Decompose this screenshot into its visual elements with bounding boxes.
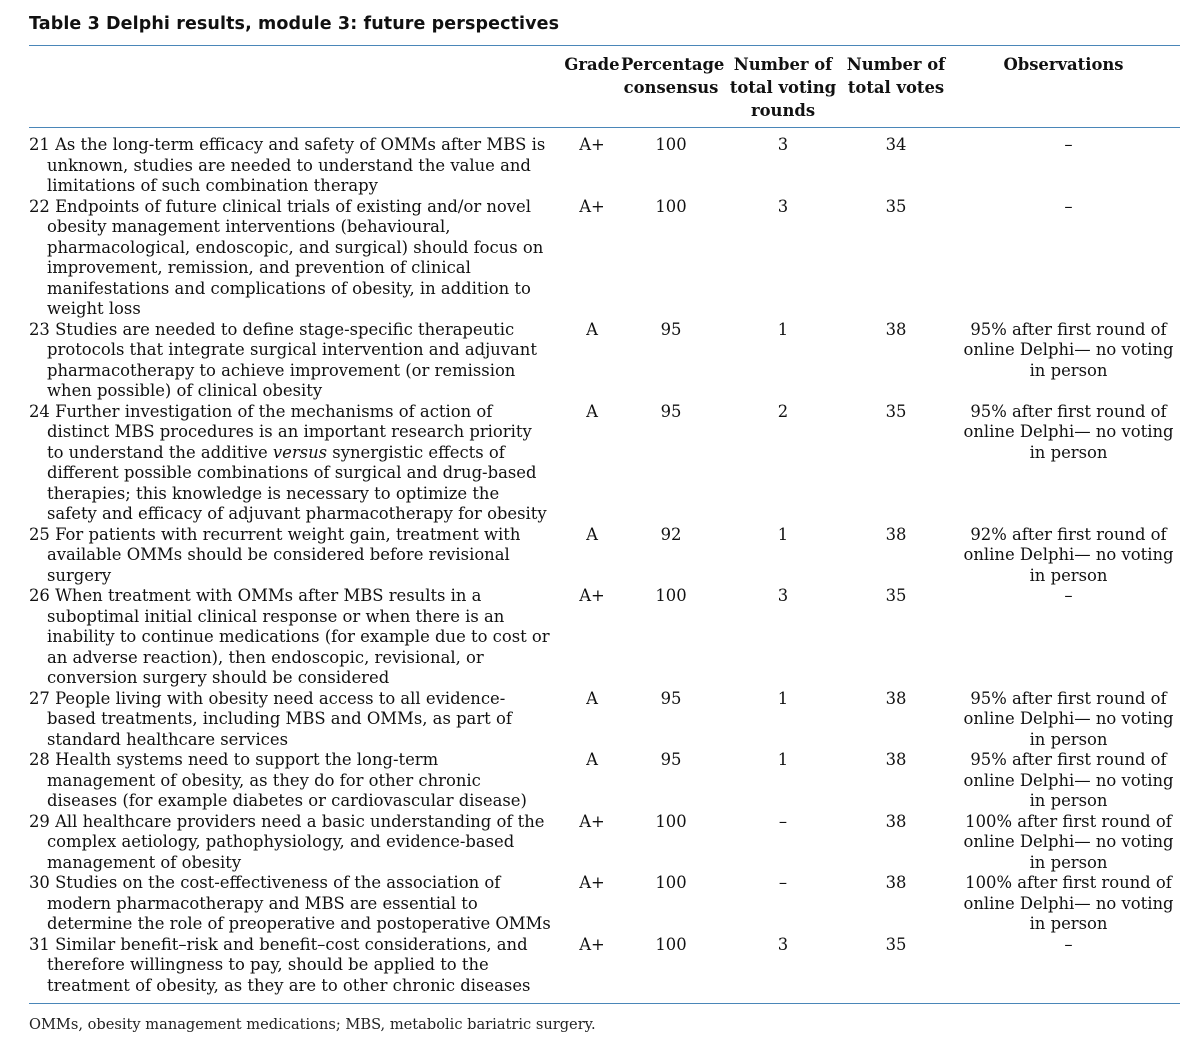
- rounds-cell: 1: [777, 688, 789, 708]
- header-grade: Grade: [564, 55, 620, 74]
- grade-cell: A: [586, 401, 598, 421]
- statement-cell: 30 Studies on the cost-effectiveness of the association of modern pharmacotherapy and MBS are essential to determine the role of preoperative and postoperative OMMs: [29, 873, 551, 933]
- percentage-cell: 100: [655, 934, 687, 954]
- table-row: [29, 689, 1180, 751]
- table-row: [29, 935, 1180, 997]
- statement-cell: 25 For patients with recurrent weight gain, treatment with available OMMs should be considered before revisional surgery: [29, 524, 521, 585]
- votes-cell: 35: [885, 934, 907, 954]
- table-row: [29, 525, 1180, 587]
- votes-cell: 38: [885, 319, 907, 339]
- percentage-cell: 100: [655, 196, 687, 216]
- table-row: [29, 127, 1180, 197]
- table-row: [29, 873, 1180, 935]
- rounds-cell: 1: [777, 750, 789, 769]
- percentage-cell: 100: [655, 873, 687, 892]
- votes-cell: 35: [885, 586, 907, 605]
- observations-cell: 95% after first round of online Delphi— no voting in person: [963, 750, 1174, 810]
- grade-cell: A+: [579, 934, 605, 954]
- statement-cell: 24 Further investigation of the mechanisms of action of distinct MBS procedures is an important research priority to understand the additive versus synergistic effects of different possible combinations of surgical and drug-based therapies; this knowledge is necessary to optimize the safety and efficacy of adjuvant pharmacotherapy for obesity: [29, 401, 547, 523]
- rounds-cell: 1: [777, 524, 789, 544]
- percentage-cell: 100: [655, 586, 687, 605]
- percentage-cell: 95: [660, 319, 682, 339]
- header-observations: Observations: [1003, 55, 1124, 74]
- observations-cell: 100% after first round of online Delphi— no voting in person: [963, 811, 1174, 872]
- rounds-cell: 3: [777, 135, 789, 154]
- table-header-row: [29, 47, 1180, 127]
- statement-cell: 22 Endpoints of future clinical trials of existing and/or novel obesity management interventions (behavioural, pharmacological, endoscopic, and surgical) should focus on improvement, remission, and prevention of clinical manifestations and complications of obesity, in addition to weight loss: [29, 196, 544, 318]
- rounds-cell: 1: [777, 319, 789, 339]
- grade-cell: A+: [579, 811, 605, 831]
- observations-cell: 95% after first round of online Delphi— no voting in person: [963, 688, 1174, 749]
- observations-cell: 100% after first round of online Delphi— no voting in person: [963, 873, 1174, 933]
- votes-cell: 38: [885, 750, 907, 769]
- observations-cell: –: [1064, 196, 1073, 216]
- header-votes: Number of total votes: [846, 55, 946, 97]
- table-footnote: OMMs, obesity management medications; MBS, metabolic bariatric surgery.: [29, 1016, 596, 1033]
- bottom-rule: [29, 1003, 1180, 1004]
- statement-cell: 31 Similar benefit–risk and benefit–cost considerations, and therefore willingness to pay, should be applied to the treatment of obesity, as they are to other chronic diseases: [29, 934, 531, 995]
- observations-cell: –: [1064, 586, 1073, 605]
- votes-cell: 35: [885, 401, 907, 421]
- statement-cell: 29 All healthcare providers need a basic understanding of the complex aetiology, pathophysiology, and evidence-based management of obesity: [29, 811, 545, 872]
- rounds-cell: 2: [777, 401, 789, 421]
- grade-cell: A: [586, 524, 598, 544]
- rounds-cell: 3: [777, 196, 789, 216]
- statement-cell: 28 Health systems need to support the long-term management of obesity, as they do for other chronic diseases (for example diabetes or cardiovascular disease): [29, 750, 527, 810]
- votes-cell: 38: [885, 688, 907, 708]
- observations-cell: 95% after first round of online Delphi— no voting in person: [963, 319, 1174, 380]
- statement-cell: 23 Studies are needed to define stage-specific therapeutic protocols that integrate surgical intervention and adjuvant pharmacotherapy to achieve improvement (or remission when possible) of clinical obesity: [29, 319, 537, 400]
- rounds-cell: –: [778, 873, 788, 892]
- header-percentage: Percentage consensus: [621, 55, 725, 97]
- table-title: Table 3 Delphi results, module 3: future perspectives: [29, 14, 560, 34]
- table-row: [29, 586, 1180, 689]
- observations-cell: 92% after first round of online Delphi— no voting in person: [963, 524, 1174, 585]
- delphi-results-table: [29, 47, 1180, 996]
- statement-cell: 26 When treatment with OMMs after MBS results in a suboptimal initial clinical response or when there is an inability to continue medications (for example due to cost or an adverse reaction), then endoscopic, revisional, or conversion surgery should be considered: [29, 586, 550, 687]
- percentage-cell: 100: [655, 135, 687, 154]
- header-statement: [29, 47, 563, 127]
- table-row: [29, 197, 1180, 320]
- votes-cell: 35: [885, 196, 907, 216]
- table-row: [29, 402, 1180, 525]
- top-rule: [29, 45, 1180, 46]
- observations-cell: –: [1064, 934, 1073, 954]
- rounds-cell: –: [778, 811, 788, 831]
- grade-cell: A: [586, 688, 598, 708]
- votes-cell: 38: [885, 811, 907, 831]
- table-row: [29, 750, 1180, 812]
- statement-cell: 21 As the long-term efficacy and safety of OMMs after MBS is unknown, studies are needed to understand the value and limitations of such combination therapy: [29, 135, 546, 195]
- grade-cell: A: [586, 750, 598, 769]
- percentage-cell: 95: [660, 750, 682, 769]
- table-row: [29, 812, 1180, 874]
- table-row: [29, 320, 1180, 402]
- rounds-cell: 3: [777, 586, 789, 605]
- observations-cell: –: [1064, 135, 1073, 154]
- statement-cell: 27 People living with obesity need access to all evidence-based treatments, including MBS and OMMs, as part of standard healthcare services: [29, 688, 512, 749]
- grade-cell: A: [586, 319, 598, 339]
- grade-cell: A+: [579, 586, 605, 605]
- grade-cell: A+: [579, 196, 605, 216]
- observations-cell: 95% after first round of online Delphi— no voting in person: [963, 401, 1174, 462]
- votes-cell: 34: [885, 135, 907, 154]
- grade-cell: A+: [579, 135, 605, 154]
- percentage-cell: 92: [660, 524, 682, 544]
- header-rounds: Number of total voting rounds: [729, 55, 837, 120]
- rounds-cell: 3: [777, 934, 789, 954]
- votes-cell: 38: [885, 873, 907, 892]
- percentage-cell: 95: [660, 688, 682, 708]
- grade-cell: A+: [579, 873, 605, 892]
- votes-cell: 38: [885, 524, 907, 544]
- percentage-cell: 100: [655, 811, 687, 831]
- percentage-cell: 95: [660, 401, 682, 421]
